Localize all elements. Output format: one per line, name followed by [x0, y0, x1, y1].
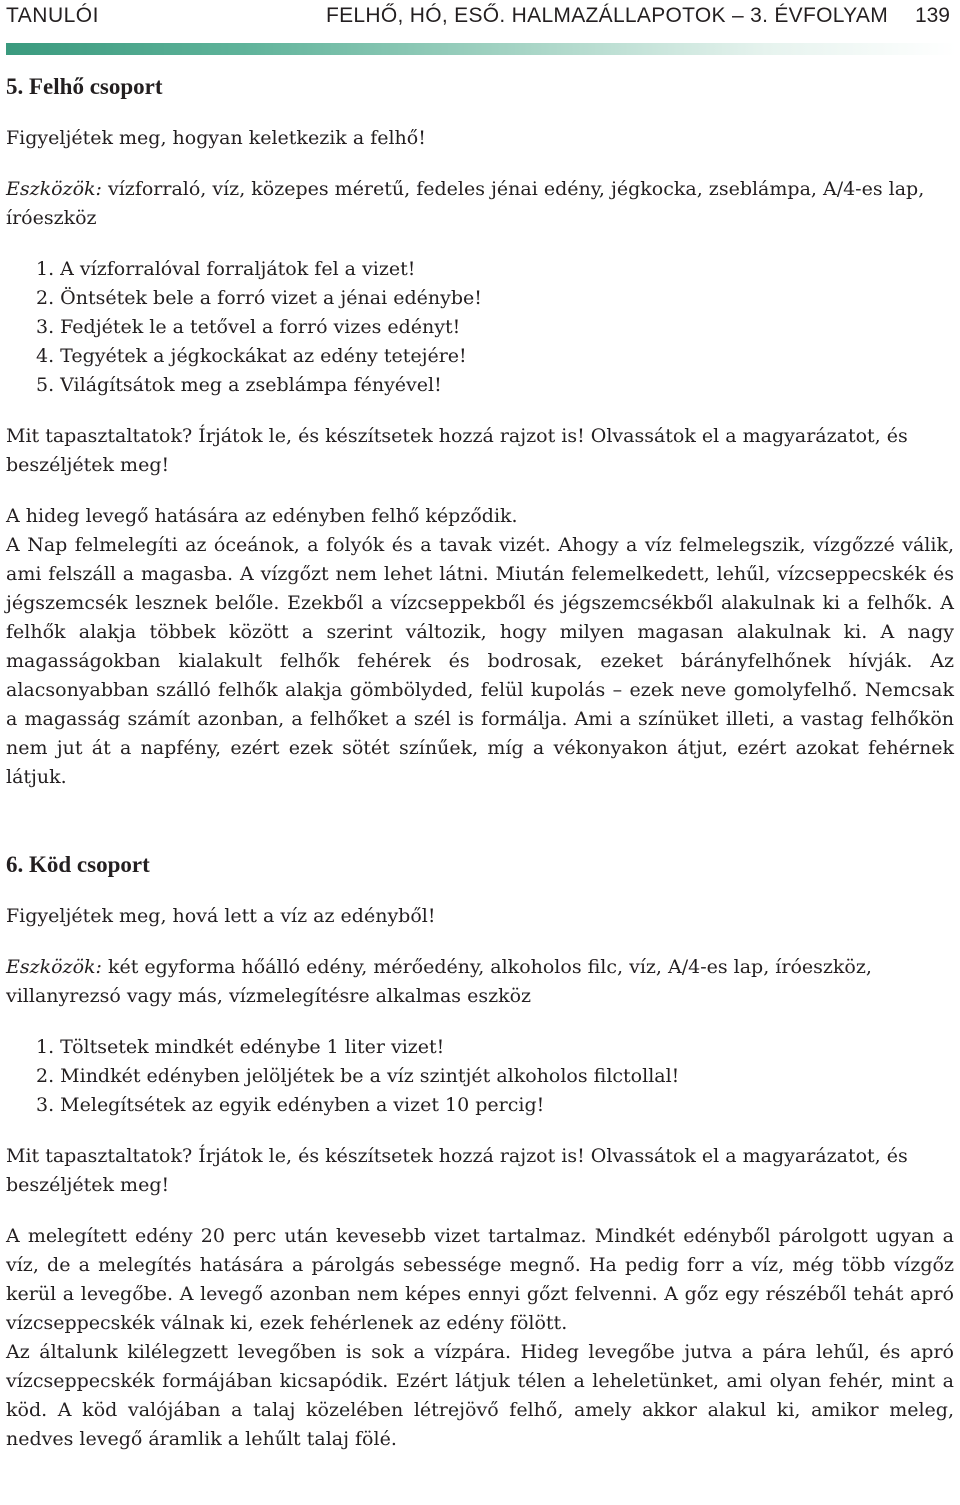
step-item: 2. Mindkét edényben jelöljétek be a víz szintjét alkoholos filctollal!	[36, 1065, 680, 1087]
page-header	[6, 4, 954, 30]
section-5-task: Figyeljétek meg, hogyan keletkezik a felhő!	[6, 127, 426, 149]
step-item: 4. Tegyétek a jégkockákat az edény tetejére!	[36, 345, 467, 367]
section-6-explanation-2: Az általunk kilélegzett levegőben is sok a vízpára. Hideg levegőbe jutva a pára lehűl, és apró vízcseppecskék formájában kicsapódik. Ezért látjuk télen a leheletünket, ami olyan fehér, mint a köd. A köd valójában a talaj közelében létrejövő felhő, amely akkor alakul ki, amikor meleg, nedves levegő áramlik a lehűlt talaj fölé.	[6, 1341, 954, 1450]
section-6-tools	[6, 953, 954, 1011]
header-chapter-title: FELHŐ, HÓ, ESŐ. HALMAZÁLLAPOTOK – 3. ÉVFOLYAM	[326, 4, 888, 27]
section-5-result: A hideg levegő hatására az edényben felhő képződik.	[6, 505, 518, 527]
step-item: 2. Öntsétek bele a forró vizet a jénai edénybe!	[36, 287, 482, 309]
section-6-tools-text: két egyforma hőálló edény, mérőedény, alkoholos filc, víz, A/4-es lap, íróeszköz, villanyrezsó vagy más, vízmelegítésre alkalmas eszköz	[6, 956, 872, 1007]
header-divider	[6, 43, 956, 55]
section-5-tools-label: Eszközök:	[6, 178, 102, 200]
section-5-title: 5. Felhő csoport	[6, 74, 163, 99]
section-6-steps	[6, 1033, 954, 1120]
step-item: 1. A vízforralóval forraljátok fel a vizet!	[36, 258, 416, 280]
header-left-label: TANULÓI	[6, 4, 99, 27]
section-5-explanation: A Nap felmelegíti az óceánok, a folyók és a tavak vizét. Ahogy a víz felmelegszik, vízgőzzé válik, ami felszáll a magasba. A vízgőzt nem lehet látni. Miután felemelkedett, lehűl, vízcseppecskék és jégszemcsék lesznek belőle. Ezekből a vízcseppekből és jégszemcsékből alakulnak ki a felhők. A felhők alakja többek között a szerint változik, hogy milyen magasan alakulnak ki. A nagy magasságokban kialakult felhők fehérek és bodrosak, ezeket bárányfelhőnek hívják. Az alacsonyabban szálló felhők alakja gömbölyded, felül kupolás – ezek neve gomolyfelhő. Nemcsak a magasság számít azonban, a felhőket a szél is formálja. Ami a színüket illeti, a vastag felhőkön nem jut át a napfény, ezért ezek sötét színűek, míg a vékonyakon átjut, ezért azokat fehérnek látjuk.	[6, 534, 954, 788]
section-5-tools	[6, 175, 954, 233]
step-item: 3. Fedjétek le a tetővel a forró vizes edényt!	[36, 316, 461, 338]
section-6-question: Mit tapasztaltatok? Írjátok le, és készítsetek hozzá rajzot is! Olvassátok el a magyarázatot, és beszéljétek meg!	[6, 1145, 908, 1196]
section-6-tools-label: Eszközök:	[6, 956, 102, 978]
step-item: 3. Melegítsétek az egyik edényben a vizet 10 percig!	[36, 1094, 545, 1116]
section-5-question: Mit tapasztaltatok? Írjátok le, és készítsetek hozzá rajzot is! Olvassátok el a magyarázatot, és beszéljétek meg!	[6, 425, 908, 476]
section-5-tools-text: vízforraló, víz, közepes méretű, fedeles jénai edény, jégkocka, zseblámpa, A/4-es lap, íróeszköz	[6, 178, 925, 229]
step-item: 1. Töltsetek mindkét edénybe 1 liter vizet!	[36, 1036, 445, 1058]
page-number: 139	[914, 4, 950, 27]
step-item: 5. Világítsátok meg a zseblámpa fényével!	[36, 374, 442, 396]
section-6-explanation-1: A melegített edény 20 perc után kevesebb vizet tartalmaz. Mindkét edényből párolgott ugyan a víz, de a melegítés hatására a párolgás sebessége megnő. Ha pedig forr a víz, még több vízgőz kerül a levegőbe. A levegő azonban nem képes ennyi gőzt felvenni. A gőz egy részéből tehát apró vízcseppecskék válnak ki, ezek fehérlenek az edény fölött.	[6, 1225, 954, 1334]
section-6-task: Figyeljétek meg, hová lett a víz az edényből!	[6, 905, 436, 927]
section-6-title: 6. Köd csoport	[6, 852, 150, 877]
page-content	[6, 72, 954, 1454]
section-5-steps	[6, 255, 954, 400]
